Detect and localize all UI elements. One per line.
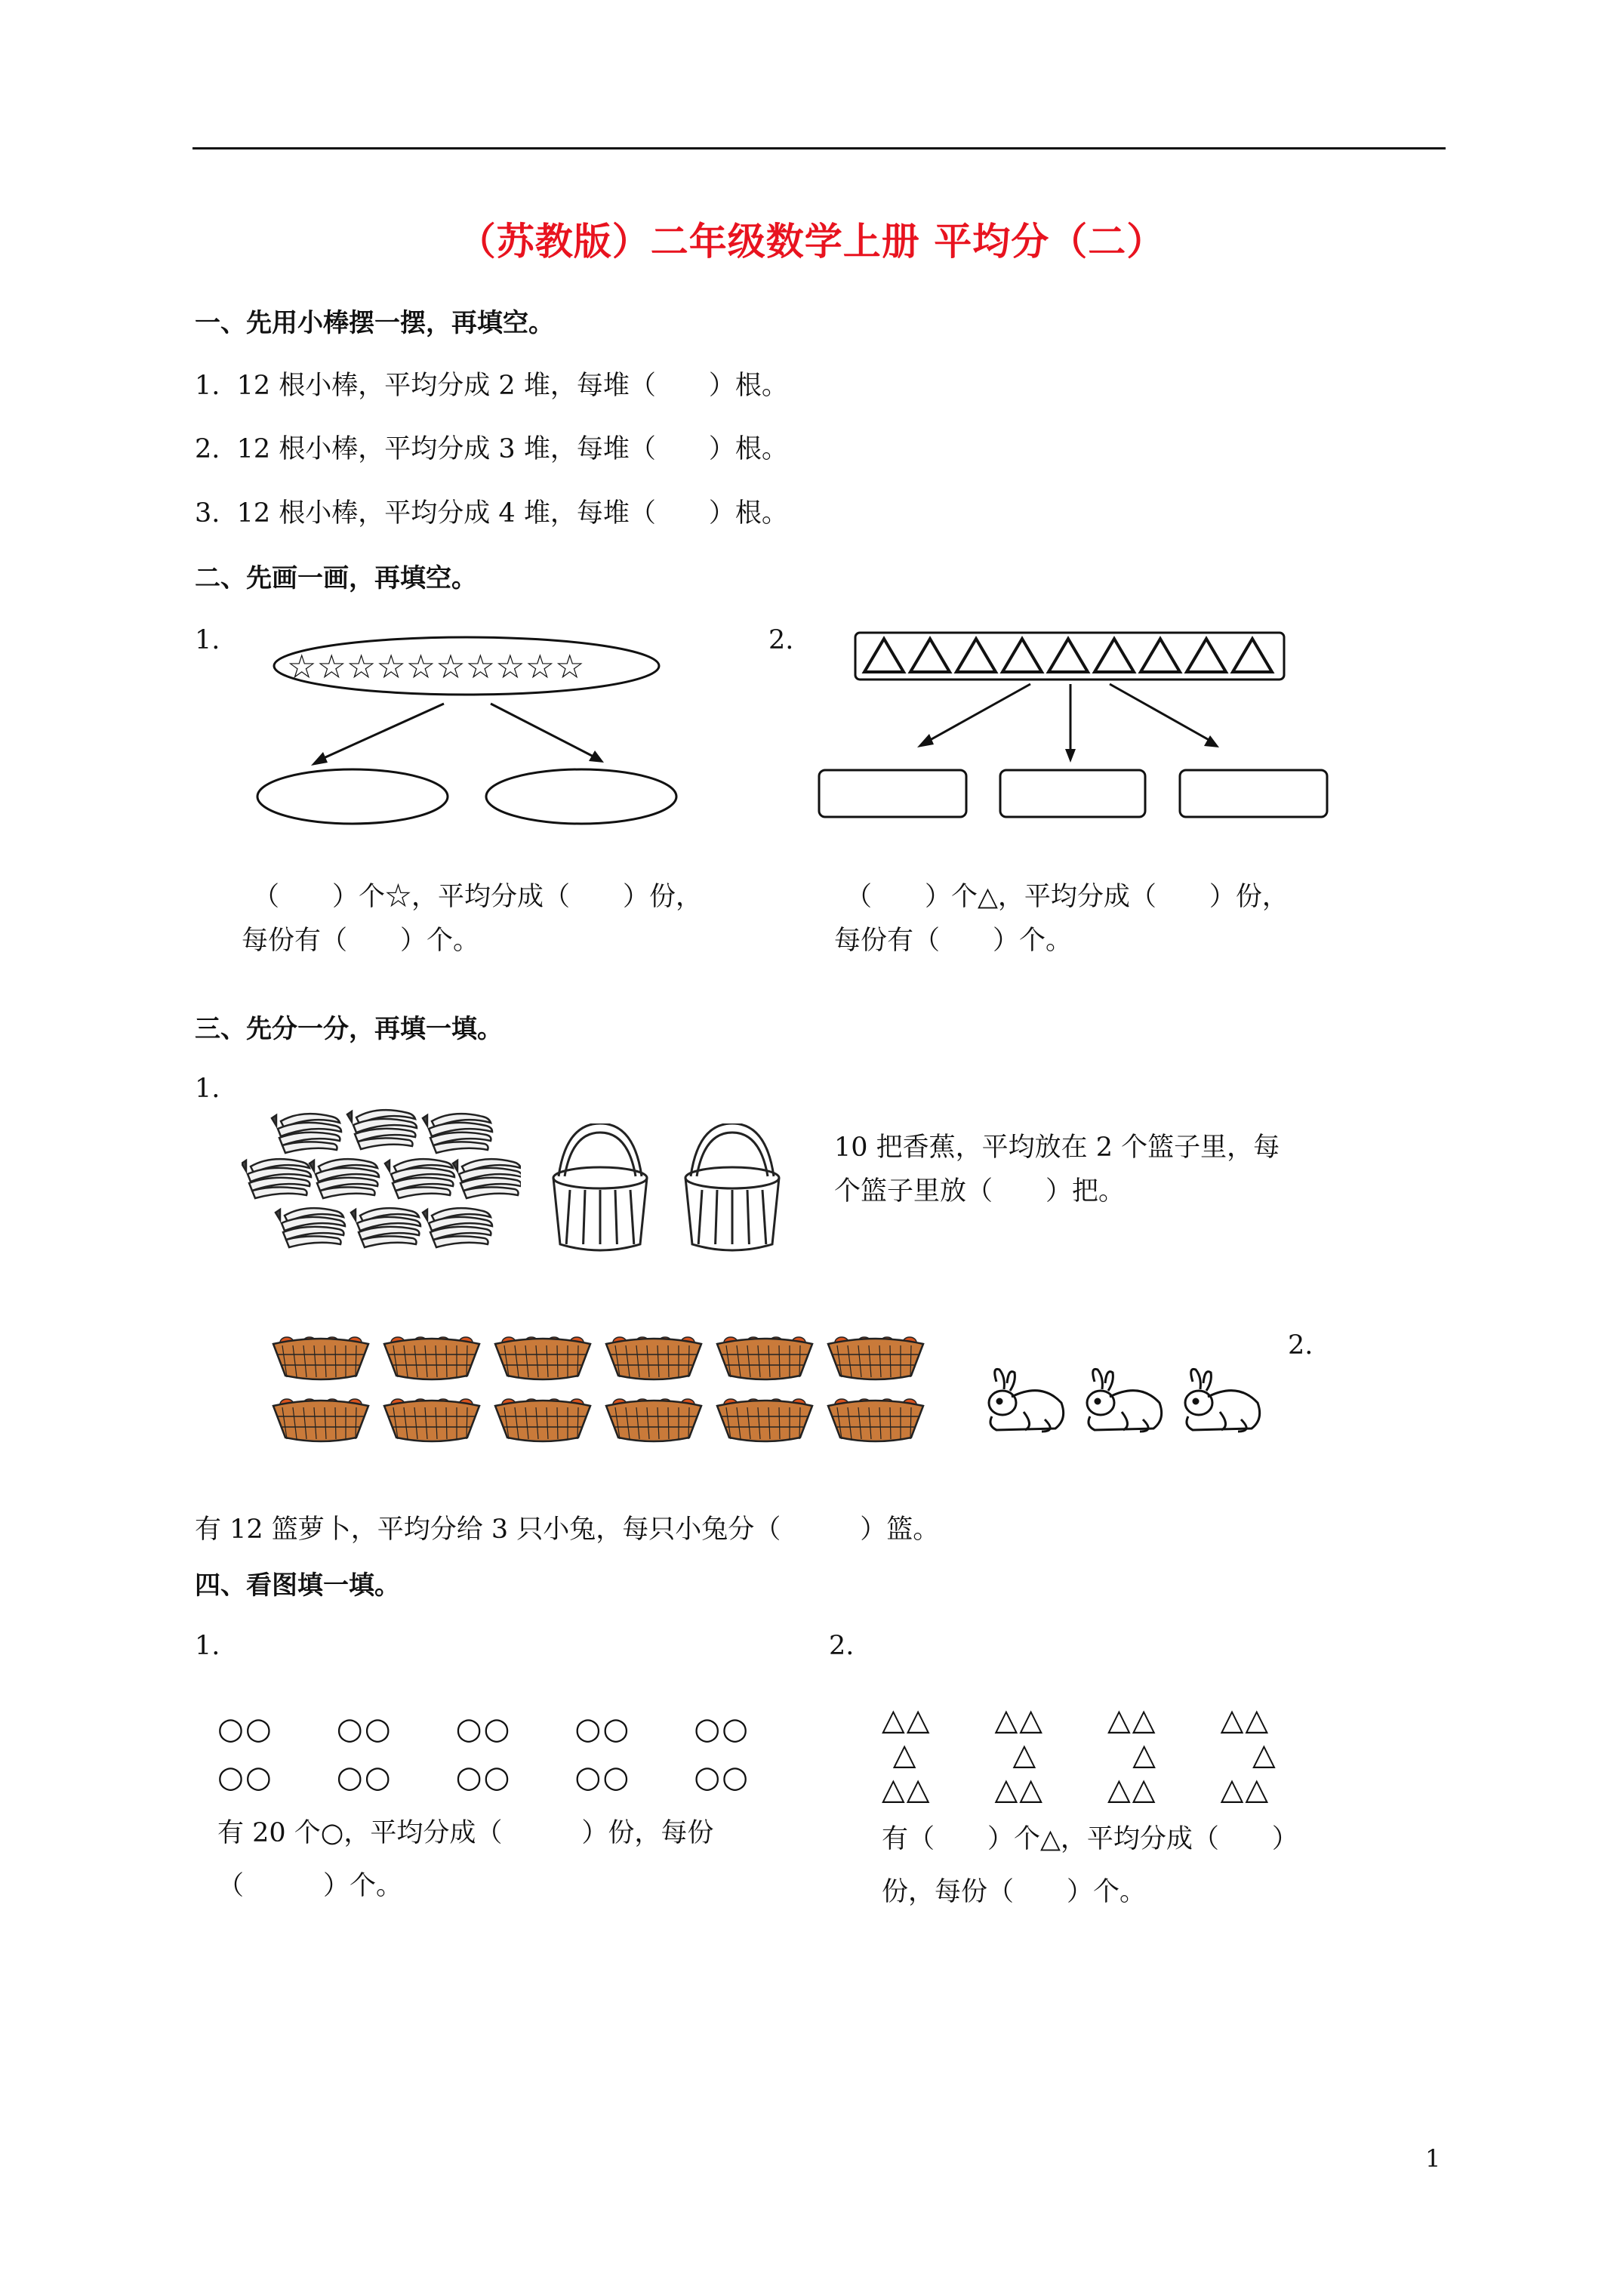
triangle-icon <box>864 639 904 672</box>
triangle-division-diagram <box>812 619 1340 831</box>
section2-heading: 二、先画一画，再填空。 <box>195 563 477 593</box>
carrot-baskets <box>272 1329 936 1465</box>
banana-bunch-icon <box>272 1114 341 1153</box>
empty-group-box <box>1000 770 1145 817</box>
star-icon: ☆☆☆☆☆☆☆☆☆☆ <box>287 648 585 686</box>
carrot-basket-icon <box>717 1399 812 1441</box>
circle-row-2: ○○ ○○ ○○ ○○ ○○ <box>217 1760 750 1795</box>
section1-heading: 一、先用小棒摆一摆，再填空。 <box>195 308 554 338</box>
section3-q1-text-line1: 10 把香蕉，平均放在 2 个篮子里，每 <box>834 1133 1280 1163</box>
section2-q1-line2: 每份有（ ）个。 <box>242 926 480 956</box>
arrow-head <box>1065 749 1076 763</box>
top-rule <box>192 147 1446 149</box>
carrot-basket-icon <box>828 1337 923 1379</box>
section2-q2-line1: （ ）个△，平均分成（ ）份， <box>845 882 1289 912</box>
triangle-row-2: △ △ △ △ <box>882 1737 1277 1772</box>
carrot-basket-icon <box>606 1399 701 1441</box>
baskets <box>544 1123 800 1259</box>
triangle-icon <box>1002 639 1042 672</box>
banana-bunch-icon <box>423 1114 492 1153</box>
empty-group-ellipse <box>257 769 448 824</box>
banana-bunch-icon <box>310 1159 379 1198</box>
section1-item-1: 1. 12 根小棒，平均分成 2 堆，每堆（ ）根。 <box>195 371 788 401</box>
rabbit-icon <box>1185 1369 1260 1432</box>
section3-heading: 三、先分一分，再填一填。 <box>195 1014 503 1044</box>
banana-bunch-icon <box>385 1159 454 1198</box>
triangle-icon <box>1095 639 1134 672</box>
carrot-basket-icon <box>606 1337 701 1379</box>
section1-item-3: 3. 12 根小棒，平均分成 4 堆，每堆（ ）根。 <box>195 498 788 529</box>
page-title: （苏教版）二年级数学上册 平均分（二） <box>457 219 1166 264</box>
section1-item-2: 2. 12 根小棒，平均分成 3 堆，每堆（ ）根。 <box>195 434 788 464</box>
banana-bunches <box>242 1095 521 1261</box>
banana-bunch-icon <box>242 1159 311 1198</box>
page-number: 1 <box>1425 2144 1441 2173</box>
triangle-icon <box>910 639 950 672</box>
carrot-basket-icon <box>717 1337 812 1379</box>
section4-heading: 四、看图填一填。 <box>195 1570 400 1601</box>
banana-bunch-icon <box>276 1208 345 1247</box>
section2-q1-line1: （ ）个☆，平均分成（ ）份， <box>253 882 703 912</box>
carrot-basket-icon <box>828 1399 923 1441</box>
section3-q1-text-line2: 个篮子里放（ ）把。 <box>834 1176 1126 1207</box>
carrot-basket-icon <box>384 1337 479 1379</box>
carrot-basket-icon <box>495 1337 590 1379</box>
section4-q1-line2: （ ）个。 <box>217 1871 403 1901</box>
section4-q1-number: 1. <box>195 1631 220 1661</box>
carrot-basket-icon <box>495 1399 590 1441</box>
triangle-icon <box>1141 639 1180 672</box>
triangle-icon <box>956 639 996 672</box>
section2-q2-number: 2. <box>768 625 794 655</box>
empty-group-ellipse <box>486 769 676 824</box>
circle-row-1: ○○ ○○ ○○ ○○ ○○ <box>217 1712 750 1746</box>
banana-bunch-icon <box>423 1208 492 1247</box>
rabbit-icon <box>1087 1369 1162 1432</box>
section2-q1-number: 1. <box>195 625 220 655</box>
section2-q2-line2: 每份有（ ）个。 <box>834 926 1073 956</box>
basket-icon <box>553 1123 647 1250</box>
section3-q2-number: 2. <box>1288 1330 1313 1361</box>
rabbit-icon <box>989 1369 1064 1432</box>
triangle-row-3: △△ △△ △△ △△ <box>882 1772 1270 1807</box>
banana-bunch-icon <box>453 1159 521 1198</box>
carrot-basket-icon <box>384 1399 479 1441</box>
triangle-icon <box>1233 639 1272 672</box>
rabbits <box>981 1367 1268 1450</box>
triangle-icon <box>1187 639 1226 672</box>
carrot-basket-icon <box>273 1399 368 1441</box>
section3-q2-text: 有 12 篮萝卜，平均分给 3 只小兔，每只小兔分（ ）篮。 <box>195 1515 940 1545</box>
arrow-head <box>311 752 328 766</box>
triangle-icon <box>1049 639 1088 672</box>
basket-icon <box>685 1123 779 1250</box>
section4-q2-line1: 有（ ）个△，平均分成（ ） <box>882 1824 1298 1854</box>
banana-bunch-icon <box>351 1208 420 1247</box>
carrot-basket-icon <box>273 1337 368 1379</box>
arrow-head <box>917 734 934 747</box>
empty-group-box <box>1180 770 1327 817</box>
triangle-row-1: △△ △△ △△ △△ <box>882 1703 1270 1737</box>
banana-bunch-icon <box>347 1110 417 1149</box>
section3-q1-number: 1. <box>195 1074 220 1104</box>
section4-q2-line2: 份，每份（ ）个。 <box>882 1877 1147 1907</box>
section4-q2-number: 2. <box>829 1631 855 1661</box>
section4-q1-line1: 有 20 个○，平均分成（ ）份，每份 <box>217 1818 714 1848</box>
empty-group-box <box>819 770 966 817</box>
